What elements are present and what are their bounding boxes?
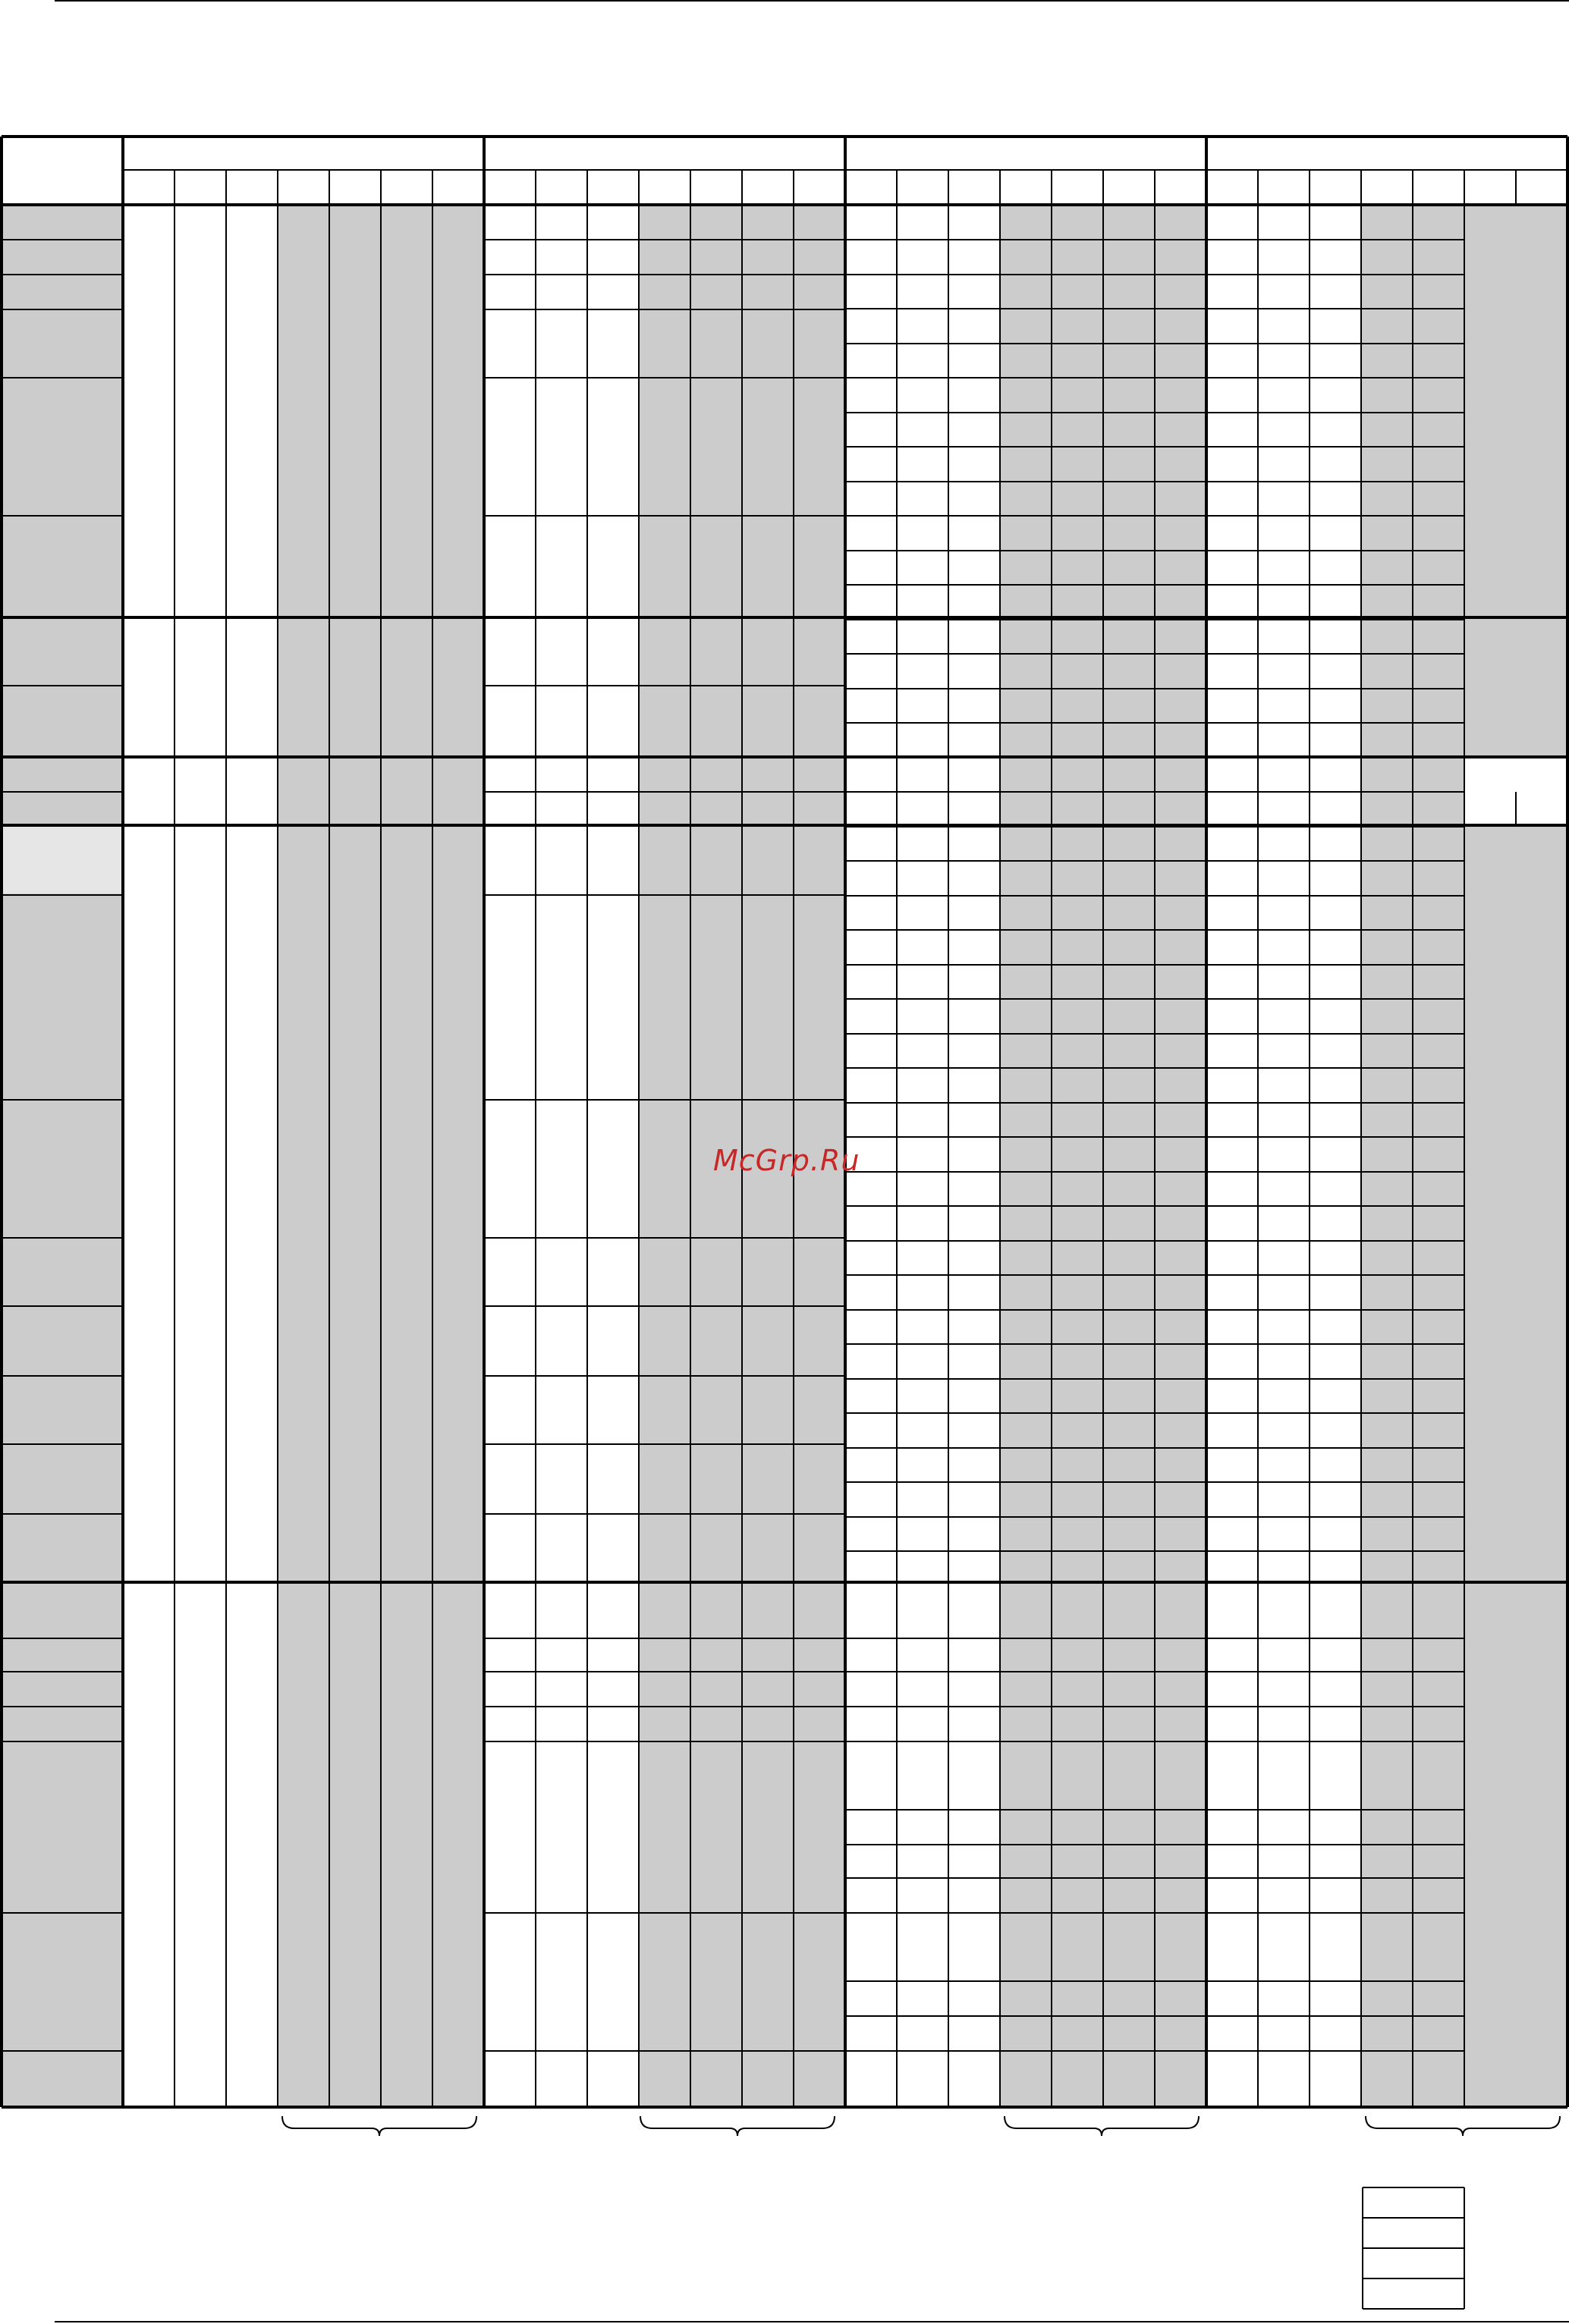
watermark-text: McGrp.Ru: [713, 1144, 860, 1177]
shaded-end-column: [1464, 205, 1567, 2107]
row-label-highlight: [2, 827, 123, 893]
group-brace: [282, 2116, 476, 2136]
group-brace: [1366, 2116, 1560, 2136]
row-label-column: [2, 205, 123, 2107]
group-brace: [1005, 2116, 1199, 2136]
group-brace: [640, 2116, 835, 2136]
